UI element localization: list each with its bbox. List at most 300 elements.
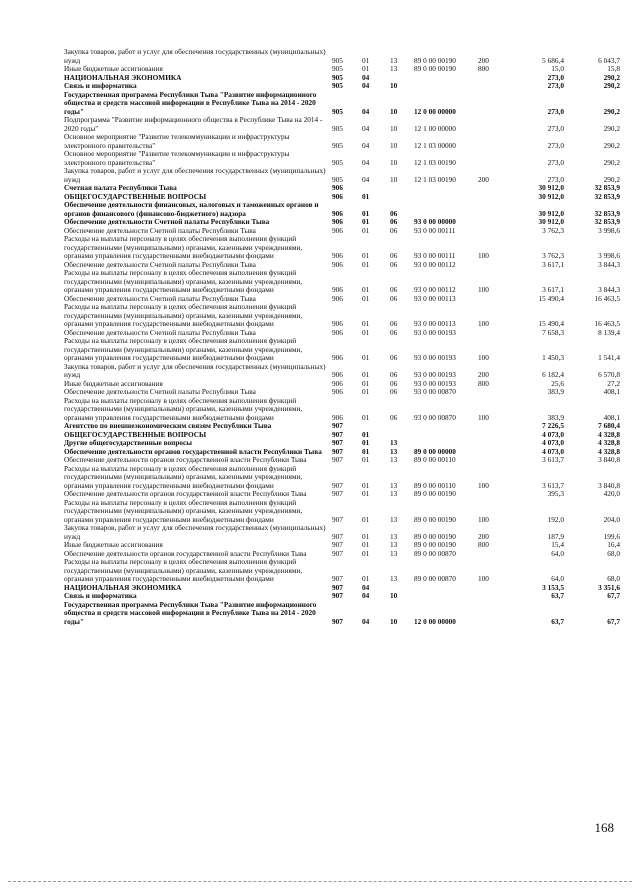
row-amount-year1: 3 153,5	[542, 583, 564, 592]
row-code-expense-type	[478, 82, 512, 91]
row-amount-year1: 383,9	[547, 388, 564, 396]
row-code-target: 12 1 03 00190	[414, 174, 456, 184]
table-row	[64, 337, 620, 363]
row-name: Иные бюджетные ассигнования	[64, 379, 163, 388]
row-amount-year1: 3 617,1	[542, 260, 564, 269]
table-row	[64, 150, 620, 167]
row-amount-year2: 32 853,9	[594, 218, 620, 226]
row-code-section: 04	[362, 616, 370, 626]
row-code-section: 04	[362, 592, 370, 600]
table-row	[64, 235, 620, 261]
row-name: Расходы на выплаты персоналу в целях обеспечения выполнения функций государственными (муниципальными) органами, казенными учреждениями, органами управления государственными внебюджетными фондами	[64, 235, 303, 260]
row-code-target: 93 0 00 00193	[414, 353, 456, 362]
row-name: Агентство по внешнеэкономическим связям Республики Тыва	[64, 422, 272, 430]
row-name: Расходы на выплаты персоналу в целях обеспечения выполнения функций государственными (муниципальными) органами, казенными учреждениями, органами управления государственными внебюджетными фондами	[64, 303, 303, 328]
row-code-ministry: 906	[332, 319, 343, 328]
row-name: Обеспечение деятельности Счетной палаты Республики Тыва	[64, 218, 270, 226]
row-code-section: 01	[362, 531, 370, 541]
row-code-subsection: 06	[390, 208, 398, 218]
row-code-subsection	[390, 184, 414, 193]
table-row	[64, 329, 620, 338]
row-amount-year1: 4 073,0	[542, 430, 564, 439]
row-name: Иные бюджетные ассигнования	[64, 65, 163, 73]
row-amount-year2: 3 844,3	[598, 285, 620, 294]
table-row	[64, 456, 620, 465]
row-amount-year2: 204,0	[603, 514, 620, 524]
row-amount-year1: 64,0	[551, 574, 564, 583]
row-code-expense-type: 100	[478, 353, 489, 362]
row-code-expense-type: 800	[478, 541, 489, 549]
table-row	[64, 133, 620, 150]
row-amount-year1: 64,0	[551, 549, 564, 558]
row-name: Расходы на выплаты персоналу в целях обеспечения выполнения функций государственными (муниципальными) органами, казенными учреждениями, органами управления государственными внебюджетными фондами	[64, 498, 303, 524]
row-code-expense-type: 200	[478, 55, 489, 65]
table-row	[64, 422, 620, 431]
row-code-section: 01	[362, 574, 370, 583]
row-amount-year2: 4 328,8	[598, 447, 620, 456]
row-code-ministry: 905	[332, 174, 343, 184]
row-amount-year2: 290,2	[603, 174, 620, 184]
row-amount-year1: 15 490,4	[538, 319, 564, 328]
row-code-ministry: 907	[332, 480, 343, 490]
row-code-section: 04	[362, 73, 370, 82]
row-name: Обеспечение деятельности Счетной палаты Республики Тыва	[64, 226, 256, 235]
row-name: Обеспечение деятельности Счетной палаты Республики Тыва	[64, 294, 256, 303]
row-code-expense-type: 100	[478, 412, 489, 422]
row-code-ministry: 907	[332, 531, 343, 541]
row-amount-year1: 4 073,0	[542, 439, 564, 447]
row-code-target: 93 0 00 00870	[414, 388, 456, 396]
row-code-section: 01	[362, 370, 370, 379]
table-row	[64, 465, 620, 491]
table-row	[64, 116, 620, 133]
row-amount-year2: 16,4	[607, 541, 620, 549]
table-row	[64, 601, 620, 627]
row-code-expense-type: 800	[478, 65, 489, 73]
budget-table-body	[64, 48, 620, 626]
row-code-subsection: 10	[390, 82, 398, 90]
row-amount-year1: 63,7	[551, 616, 564, 626]
row-code-section: 01	[362, 55, 370, 65]
row-code-section: 04	[362, 157, 370, 167]
row-amount-year2: 68,0	[607, 549, 620, 558]
row-code-ministry: 906	[332, 251, 343, 260]
row-code-subsection	[390, 584, 414, 593]
row-code-expense-type	[478, 584, 512, 593]
table-row	[64, 524, 620, 541]
row-code-expense-type	[478, 201, 512, 218]
row-name: Обеспечение деятельности органов государственной власти Республики Тыва	[64, 490, 307, 498]
row-name: Иные бюджетные ассигнования	[64, 541, 163, 549]
row-name: Расходы на выплаты персоналу в целях обеспечения выполнения функций государственными (муниципальными) органами, казенными учреждениями, органами управления государственными внебюджетными фондами	[64, 464, 303, 490]
row-code-ministry: 906	[332, 379, 343, 388]
row-code-subsection: 13	[390, 480, 398, 490]
row-name: Основное мероприятие "Развитие телекоммуникации и инфраструктуры электронного правительства"	[64, 133, 290, 150]
row-code-subsection: 06	[390, 260, 398, 269]
row-code-subsection: 10	[390, 123, 398, 133]
budget-page	[64, 48, 620, 626]
table-row	[64, 558, 620, 584]
row-amount-year1: 15 490,4	[538, 294, 564, 303]
row-code-subsection: 06	[390, 218, 398, 226]
row-code-subsection: 10	[390, 616, 398, 626]
row-code-section: 04	[362, 123, 370, 133]
row-name: Обеспечение деятельности Счетной палаты Республики Тыва	[64, 260, 256, 269]
row-code-section: 04	[362, 174, 370, 184]
row-code-expense-type	[478, 218, 512, 227]
row-name: Обеспечение деятельности органов государственной власти Республики Тыва	[64, 456, 307, 464]
row-amount-year1: 15,0	[551, 65, 564, 73]
row-code-section	[362, 422, 390, 431]
row-code-section: 01	[362, 260, 370, 269]
row-amount-year2: 420,0	[603, 490, 620, 498]
row-name: Обеспечение деятельности органов государственной власти Республики Тыва	[64, 549, 307, 558]
row-name: Закупка товаров, работ и услуг для обеспечения государственных (муниципальных) нужд	[64, 167, 326, 184]
table-row	[64, 490, 620, 499]
table-row	[64, 550, 620, 559]
row-amount-year2: 32 853,9	[594, 208, 620, 218]
page-number: 168	[594, 820, 614, 835]
row-code-subsection: 06	[390, 226, 398, 235]
row-name: Расходы на выплаты персоналу в целях обеспечения выполнения функций государственными (муниципальными) органами, казенными учреждениями, органами управления государственными внебюджетными фондами	[64, 337, 303, 362]
row-amount-year2: 290,2	[603, 106, 620, 116]
row-amount-year2: 32 853,9	[594, 184, 620, 192]
row-code-subsection: 06	[390, 353, 398, 362]
row-code-expense-type: 100	[478, 514, 489, 524]
row-name: Подпрограмма "Развитие информационного общества в Республике Тыва на 2014 - 2020 годы"	[64, 116, 323, 133]
row-code-subsection: 13	[390, 490, 398, 498]
row-code-section: 01	[362, 412, 370, 422]
row-name: Связь и информатика	[64, 592, 137, 600]
row-code-section: 01	[362, 218, 370, 226]
row-name: ОБЩЕГОСУДАРСТВЕННЫЕ ВОПРОСЫ	[64, 192, 207, 201]
row-code-ministry: 905	[332, 82, 343, 90]
row-code-expense-type	[478, 490, 512, 499]
row-code-subsection: 10	[390, 592, 398, 600]
row-code-expense-type	[478, 431, 512, 440]
row-code-target: 89 0 00 00870	[414, 574, 456, 583]
row-code-subsection: 10	[390, 140, 398, 150]
row-code-ministry: 907	[332, 574, 343, 583]
row-name: Связь и информатика	[64, 82, 137, 90]
table-row	[64, 363, 620, 380]
row-code-target: 12 1 00 00000	[414, 123, 456, 133]
row-code-ministry: 907	[332, 422, 343, 430]
row-code-subsection: 13	[390, 65, 398, 73]
row-code-expense-type: 800	[478, 379, 489, 388]
row-code-expense-type	[478, 329, 512, 338]
row-code-target	[414, 82, 478, 91]
row-code-subsection: 13	[390, 531, 398, 541]
page-bottom-divider	[8, 881, 632, 882]
row-code-ministry: 907	[332, 430, 343, 439]
row-amount-year1: 15,4	[551, 541, 564, 549]
table-row	[64, 388, 620, 397]
row-amount-year1: 273,0	[547, 123, 564, 133]
row-amount-year2: 3 844,3	[598, 260, 620, 269]
row-amount-year1: 3 762,3	[542, 251, 564, 260]
row-amount-year1: 7 226,5	[542, 422, 564, 430]
row-code-section: 01	[362, 430, 370, 439]
table-row	[64, 74, 620, 83]
row-amount-year1: 25,6	[551, 379, 564, 388]
row-amount-year2: 4 328,8	[598, 439, 620, 447]
row-amount-year1: 3 617,1	[542, 285, 564, 294]
row-amount-year2: 7 680,4	[598, 422, 620, 430]
row-code-expense-type: 100	[478, 251, 489, 260]
row-amount-year1: 3 613,7	[542, 480, 564, 490]
row-code-expense-type	[478, 116, 512, 133]
row-code-section: 01	[362, 294, 370, 303]
row-code-subsection: 10	[390, 157, 398, 167]
row-code-section: 01	[362, 439, 370, 447]
row-code-section: 01	[362, 379, 370, 388]
row-code-expense-type	[478, 74, 512, 83]
row-code-ministry: 905	[332, 157, 343, 167]
row-code-subsection: 10	[390, 174, 398, 184]
row-code-ministry: 905	[332, 65, 343, 73]
row-code-subsection: 06	[390, 251, 398, 260]
row-amount-year2: 408,1	[603, 388, 620, 396]
row-code-subsection: 10	[390, 106, 398, 116]
row-amount-year2: 4 328,8	[598, 430, 620, 439]
row-code-section: 01	[362, 192, 370, 201]
row-amount-year1: 30 912,0	[538, 218, 564, 226]
row-code-target	[414, 184, 478, 193]
row-code-subsection: 13	[390, 549, 398, 558]
table-row	[64, 269, 620, 295]
row-amount-year1: 3 613,7	[542, 456, 564, 464]
row-code-target: 93 0 00 00193	[414, 379, 456, 388]
row-code-expense-type	[478, 601, 512, 627]
row-code-subsection: 06	[390, 285, 398, 294]
row-amount-year2: 16 463,5	[594, 294, 620, 303]
row-code-ministry: 906	[332, 294, 343, 303]
row-code-subsection: 13	[390, 456, 398, 464]
row-code-ministry: 906	[332, 388, 343, 396]
row-name: Обеспечение деятельности Счетной палаты Республики Тыва	[64, 388, 256, 396]
row-code-target	[414, 431, 478, 440]
row-amount-year1: 395,3	[547, 490, 564, 498]
row-amount-year2: 67,7	[607, 616, 620, 626]
row-amount-year2: 3 840,8	[598, 456, 620, 464]
row-name: Закупка товаров, работ и услуг для обеспечения государственных (муниципальных) нужд	[64, 48, 326, 65]
row-code-ministry: 905	[332, 140, 343, 150]
row-code-ministry: 907	[332, 541, 343, 549]
table-row	[64, 48, 620, 65]
row-code-expense-type: 200	[478, 370, 489, 379]
row-code-ministry: 906	[332, 226, 343, 235]
row-name: НАЦИОНАЛЬНАЯ ЭКОНОМИКА	[64, 583, 182, 592]
row-name: Обеспечение деятельности Счетной палаты Республики Тыва	[64, 328, 256, 337]
row-code-subsection: 06	[390, 412, 398, 422]
row-code-target: 12 0 00 00000	[414, 106, 456, 116]
row-code-subsection	[390, 193, 414, 202]
row-name: Расходы на выплаты персоналу в целях обеспечения выполнения функций государственными (муниципальными) органами, казенными учреждениями, органами управления государственными внебюджетными фондами	[64, 269, 303, 294]
row-amount-year2: 67,7	[607, 592, 620, 600]
row-code-section: 04	[362, 140, 370, 150]
row-amount-year2: 290,2	[603, 157, 620, 167]
row-code-expense-type	[478, 439, 512, 448]
row-code-section: 01	[362, 226, 370, 235]
row-code-ministry: 907	[332, 456, 343, 464]
row-code-ministry: 907	[332, 592, 343, 600]
row-code-ministry: 906	[332, 353, 343, 362]
row-amount-year2: 290,2	[603, 123, 620, 133]
row-amount-year2: 290,2	[603, 140, 620, 150]
row-amount-year2: 408,1	[603, 412, 620, 422]
row-code-subsection: 06	[390, 379, 398, 388]
row-code-section: 04	[362, 583, 370, 592]
row-amount-year1: 273,0	[547, 106, 564, 116]
row-code-expense-type: 100	[478, 285, 489, 294]
table-row	[64, 201, 620, 218]
row-code-section: 04	[362, 106, 370, 116]
row-amount-year1: 273,0	[547, 174, 564, 184]
row-name: НАЦИОНАЛЬНАЯ ЭКОНОМИКА	[64, 73, 182, 82]
table-row	[64, 193, 620, 202]
row-code-expense-type	[478, 91, 512, 117]
row-code-target: 89 0 00 00110	[414, 456, 456, 464]
row-amount-year1: 273,0	[547, 82, 564, 90]
row-code-section: 01	[362, 541, 370, 549]
table-row	[64, 541, 620, 550]
row-amount-year2: 3 840,8	[598, 480, 620, 490]
row-code-expense-type	[478, 592, 512, 601]
row-name: Расходы на выплаты персоналу в целях обеспечения выполнения функций государственными (муниципальными) органами, казенными учреждениями, органами управления государственными внебюджетными фондами	[64, 396, 303, 422]
row-code-ministry: 906	[332, 184, 343, 192]
row-code-subsection	[390, 422, 414, 431]
row-code-section: 01	[362, 480, 370, 490]
row-code-target	[414, 201, 478, 218]
table-row	[64, 167, 620, 184]
row-code-expense-type	[478, 261, 512, 270]
row-code-ministry: 906	[332, 370, 343, 379]
row-amount-year2: 199,6	[603, 531, 620, 541]
table-row	[64, 184, 620, 193]
row-code-target: 93 0 00 00193	[414, 370, 456, 379]
table-row	[64, 397, 620, 423]
row-code-target: 93 0 00 00193	[414, 328, 456, 337]
row-code-subsection	[390, 74, 414, 83]
row-amount-year1: 3 762,3	[542, 226, 564, 235]
table-row	[64, 227, 620, 236]
table-row	[64, 439, 620, 448]
row-code-subsection: 06	[390, 294, 398, 303]
row-code-target: 93 0 00 00000	[414, 218, 456, 226]
row-code-ministry: 907	[332, 447, 343, 456]
table-row	[64, 431, 620, 440]
row-code-subsection: 13	[390, 447, 398, 456]
row-code-ministry: 906	[332, 260, 343, 269]
row-name: ОБЩЕГОСУДАРСТВЕННЫЕ ВОПРОСЫ	[64, 430, 207, 439]
row-code-subsection: 13	[390, 514, 398, 524]
row-code-target: 89 0 00 00190	[414, 65, 456, 73]
row-code-target: 89 0 00 00190	[414, 514, 456, 524]
row-code-target: 89 0 00 00190	[414, 490, 456, 498]
table-row	[64, 218, 620, 227]
table-row	[64, 261, 620, 270]
row-amount-year2: 27,2	[607, 379, 620, 388]
row-name: Государственная программа Республики Тыва "Развитие информационного общества и средств массовой информации в Республике Тыва на 2014 - 2020 годы"	[64, 600, 317, 626]
row-code-target: 89 0 00 00870	[414, 549, 456, 558]
row-code-section: 01	[362, 251, 370, 260]
row-code-expense-type	[478, 184, 512, 193]
table-row	[64, 380, 620, 389]
row-amount-year2: 32 853,9	[594, 192, 620, 201]
table-row	[64, 584, 620, 593]
row-code-ministry: 906	[332, 285, 343, 294]
row-amount-year2: 3 351,6	[598, 583, 620, 592]
row-code-target: 93 0 00 00113	[414, 294, 456, 303]
row-code-expense-type: 100	[478, 480, 489, 490]
row-code-target: 89 0 00 00190	[414, 55, 456, 65]
row-code-subsection: 13	[390, 574, 398, 583]
row-code-target	[414, 193, 478, 202]
table-row	[64, 303, 620, 329]
row-name: Закупка товаров, работ и услуг для обеспечения государственных (муниципальных) нужд	[64, 362, 326, 379]
row-code-target: 93 0 00 00112	[414, 285, 456, 294]
row-code-ministry: 906	[332, 218, 343, 226]
row-amount-year1: 192,0	[547, 514, 564, 524]
row-name: Закупка товаров, работ и услуг для обеспечения государственных (муниципальных) нужд	[64, 524, 326, 541]
budget-table	[64, 48, 620, 626]
row-code-subsection: 13	[390, 439, 398, 447]
row-amount-year1: 6 182,4	[542, 370, 564, 379]
row-code-section: 01	[362, 549, 370, 558]
row-amount-year1: 30 912,0	[538, 184, 564, 192]
row-name: Расходы на выплаты персоналу в целях обеспечения выполнения функций государственными (муниципальными) органами, казенными учреждениями, органами управления государственными внебюджетными фондами	[64, 558, 303, 583]
row-code-target	[414, 584, 478, 593]
row-code-expense-type	[478, 295, 512, 304]
table-row	[64, 499, 620, 525]
row-code-expense-type	[478, 133, 512, 150]
row-code-section: 01	[362, 456, 370, 464]
row-code-expense-type	[478, 193, 512, 202]
row-code-ministry: 905	[332, 123, 343, 133]
row-code-expense-type: 100	[478, 319, 489, 328]
row-code-subsection: 13	[390, 541, 398, 549]
row-code-ministry: 907	[332, 583, 343, 592]
row-name: Обеспечение деятельности органов государственной власти Республики Тыва	[64, 447, 322, 456]
row-amount-year1: 383,9	[547, 412, 564, 422]
row-amount-year1: 7 658,3	[542, 328, 564, 337]
row-code-ministry: 907	[332, 514, 343, 524]
row-amount-year2: 6 043,7	[598, 55, 620, 65]
row-amount-year2: 290,2	[603, 73, 620, 82]
row-code-ministry: 906	[332, 328, 343, 337]
row-code-ministry: 906	[332, 208, 343, 218]
row-code-subsection	[390, 431, 414, 440]
row-code-expense-type	[478, 448, 512, 457]
row-code-expense-type	[478, 227, 512, 236]
row-code-section: 01	[362, 514, 370, 524]
row-code-expense-type: 100	[478, 574, 489, 583]
table-row	[64, 82, 620, 91]
row-code-subsection: 13	[390, 55, 398, 65]
row-code-target: 12 0 00 00000	[414, 616, 456, 626]
row-code-subsection: 06	[390, 388, 398, 396]
table-row	[64, 448, 620, 457]
row-code-section: 01	[362, 490, 370, 498]
row-code-target: 89 0 00 00000	[414, 447, 456, 456]
row-code-section: 01	[362, 353, 370, 362]
row-code-section: 01	[362, 65, 370, 73]
row-code-expense-type: 200	[478, 174, 489, 184]
row-amount-year2: 3 998,6	[598, 251, 620, 260]
row-code-subsection: 06	[390, 328, 398, 337]
table-row	[64, 91, 620, 117]
